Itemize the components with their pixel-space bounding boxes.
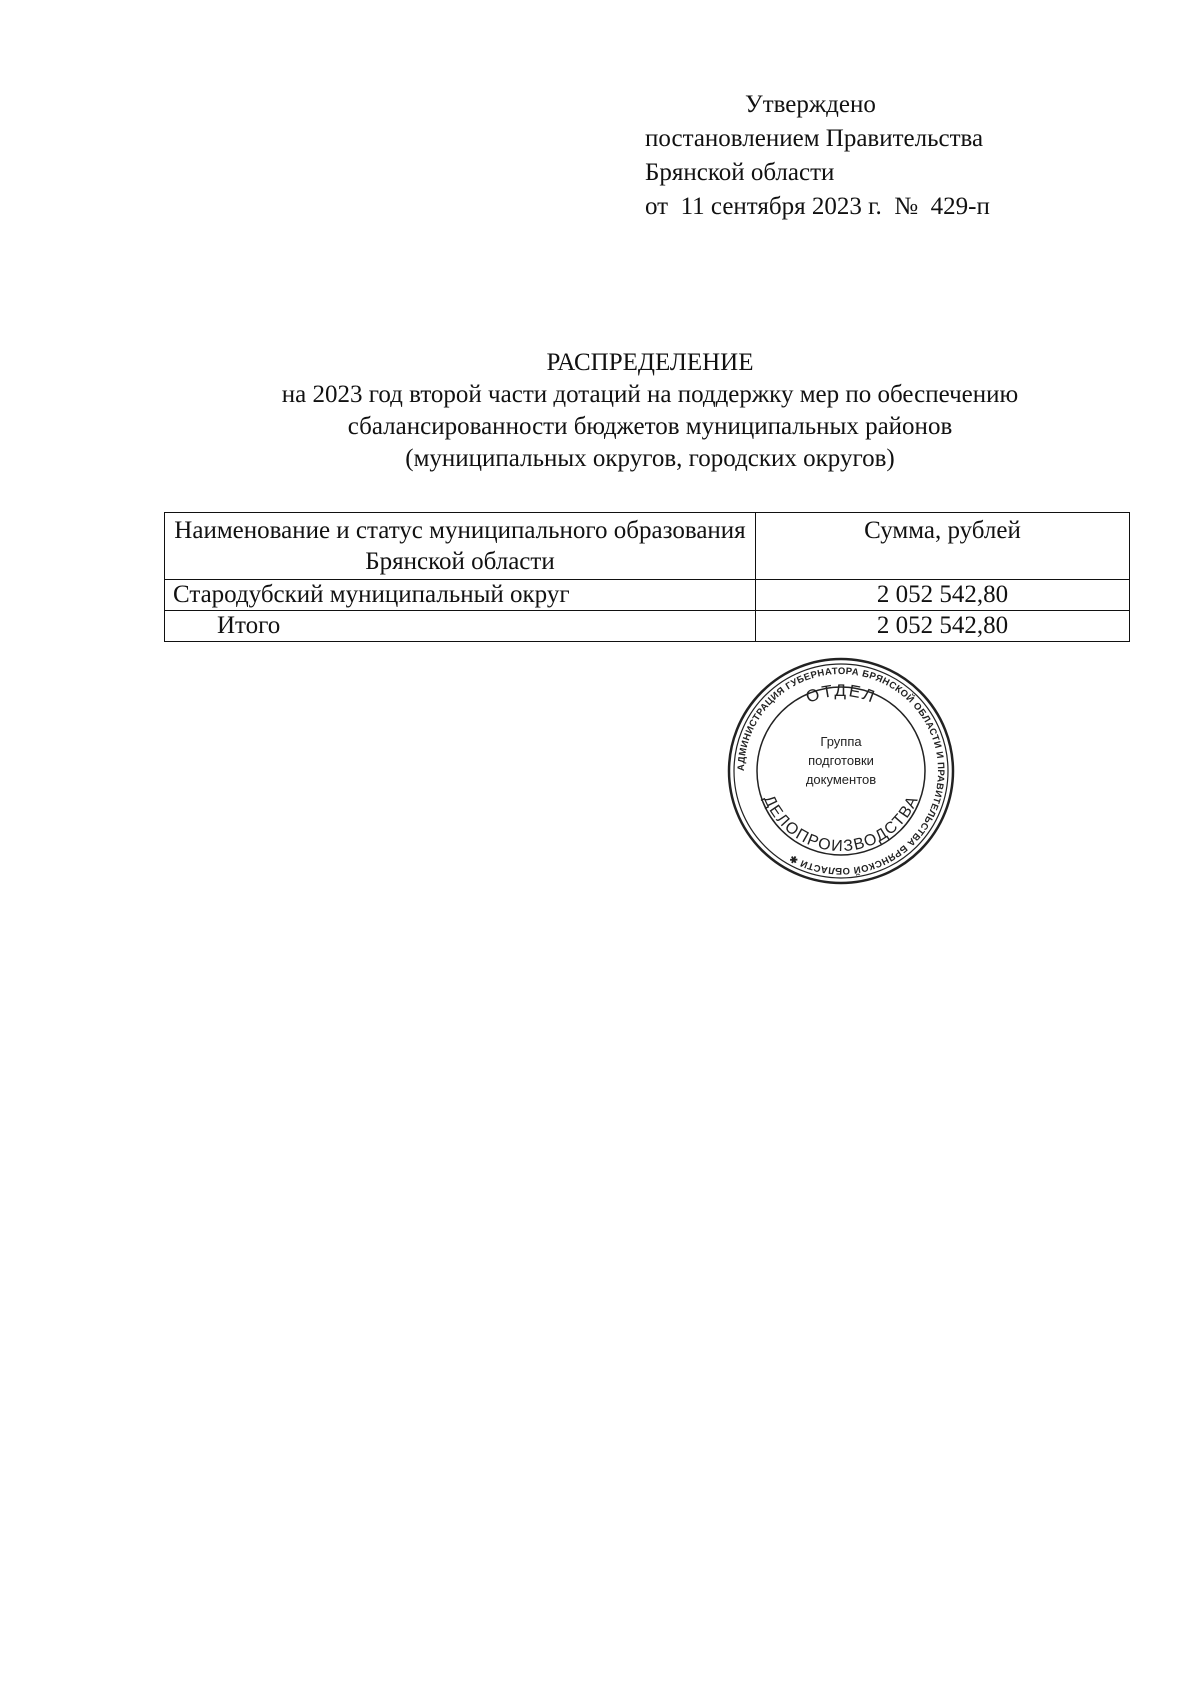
approval-line-4: от 11 сентября 2023 г. № 429-п [645, 193, 990, 220]
table-row [165, 580, 1130, 611]
total-sum: 2 052 542,80 [756, 611, 1130, 642]
official-stamp [726, 656, 956, 886]
title-line-2: сбалансированности бюджетов муниципальных районов [347, 413, 953, 440]
stamp-center-line-3: документов [805, 772, 877, 787]
title-line-3: (муниципальных округов, городских округов) [405, 445, 895, 472]
distribution-table [164, 512, 1130, 642]
title-line-1: на 2023 год второй части дотаций на поддержку мер по обеспечению [281, 381, 1019, 408]
stamp-center-line-1: Группа [820, 734, 862, 749]
approval-line-2: постановлением Правительства [645, 125, 984, 152]
stamp-center-line-2: подготовки [808, 753, 874, 768]
stamp-center-text [726, 732, 956, 789]
title-heading: РАСПРЕДЕЛЕНИЕ [546, 349, 754, 376]
svg-text:ОТДЕЛ [803, 681, 878, 707]
approval-line-3: Брянской области [645, 159, 835, 186]
table-total-row [165, 611, 1130, 642]
stamp-inner-top-text: ОТДЕЛ [803, 680, 879, 707]
stamp-outer-text: АДМИНИСТРАЦИЯ ГУБЕРНАТОРА БРЯНСКОЙ ОБЛАСТИ И ПРАВИТЕЛЬСТВА БРЯНСКОЙ ОБЛАСТИ ✱ [735, 665, 947, 877]
stamp-inner-bottom-text: ДЕЛОПРОИЗВОДСТВА [759, 792, 923, 856]
table-header-row [165, 513, 1130, 580]
row-sum: 2 052 542,80 [756, 580, 1130, 611]
approval-block [645, 88, 990, 224]
total-name: Итого [165, 611, 756, 642]
header-sum: Сумма, рублей [756, 513, 1130, 580]
svg-text:ДЕЛОПРОИЗВОДСТВА [760, 793, 922, 856]
row-name: Стародубский муниципальный округ [165, 580, 756, 611]
approval-line-1: Утверждено [745, 91, 876, 118]
header-name: Наименование и статус муниципального образования Брянской области [165, 513, 756, 580]
document-title [150, 347, 1150, 475]
